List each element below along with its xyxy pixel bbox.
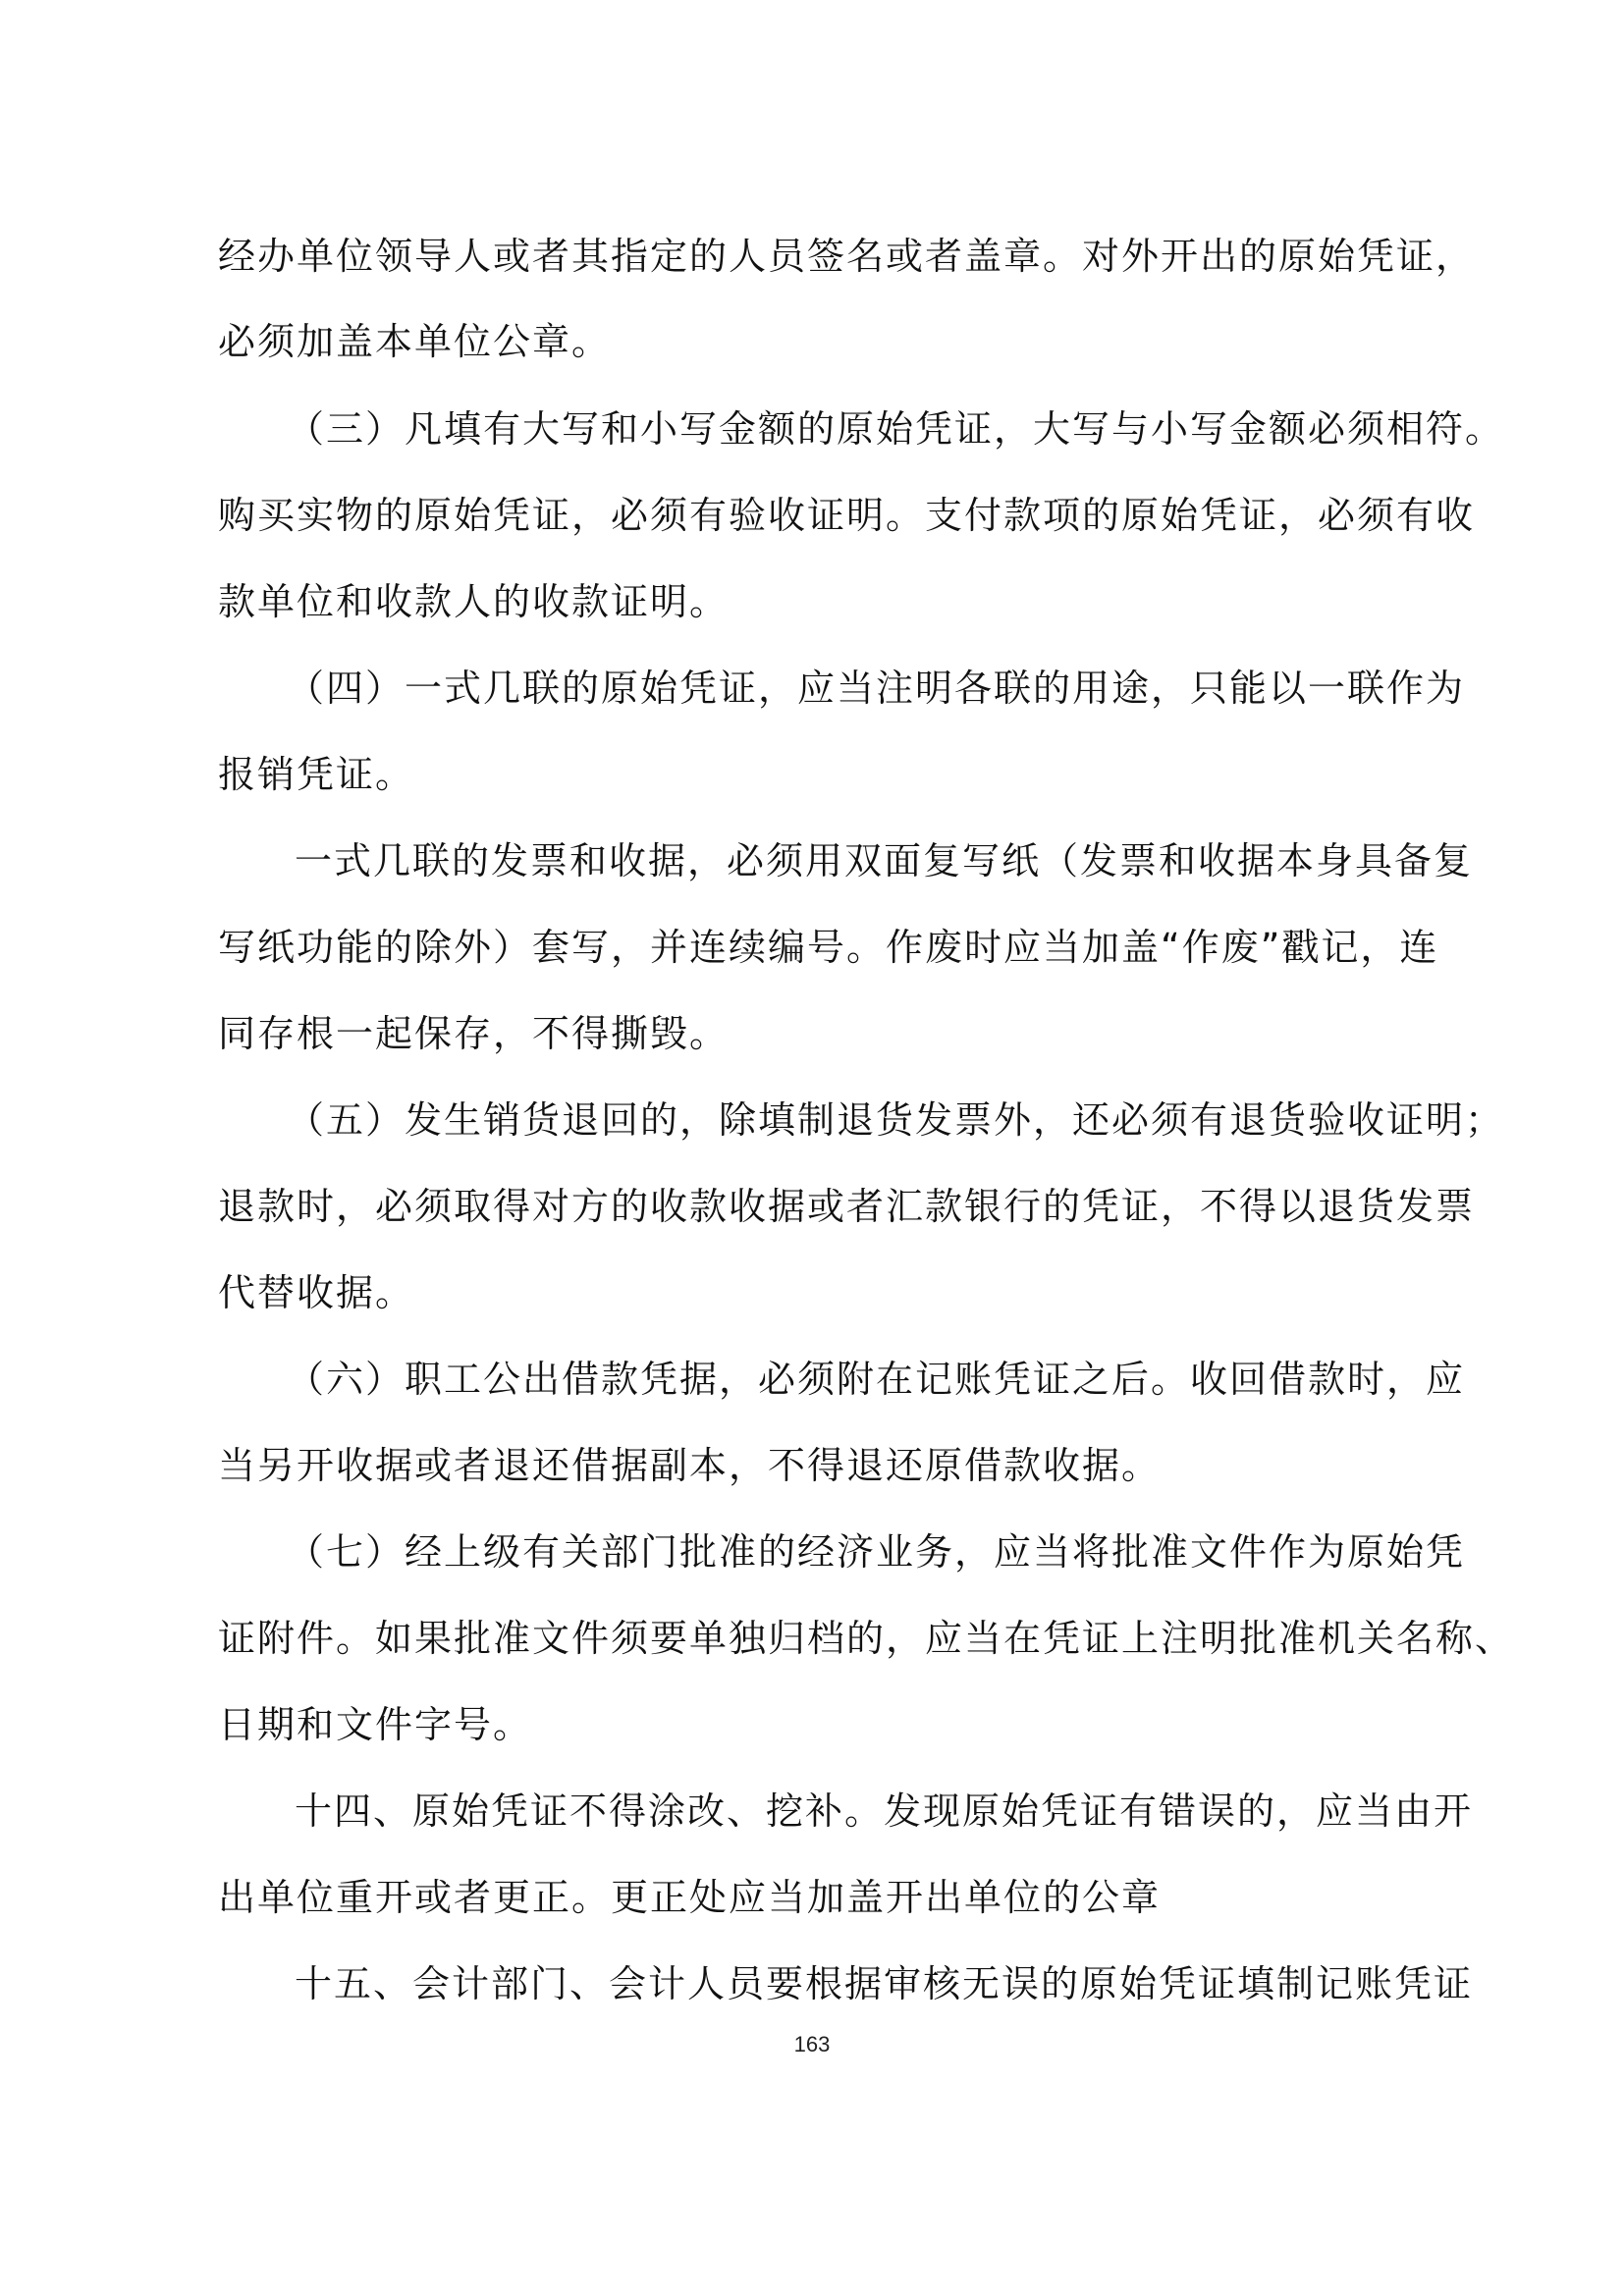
text-line: 当另开收据或者退还借据副本，不得退还原借款收据。 xyxy=(218,1444,1162,1487)
text-line: 十五、会计部门、会计人员要根据审核无误的原始凭证填制记账凭证 xyxy=(295,1962,1474,2005)
text-line: 报销凭证。 xyxy=(218,753,415,796)
text-line: 款单位和收款人的收款证明。 xyxy=(218,580,730,623)
text-line: （七）经上级有关部门批准的经济业务，应当将批准文件作为原始凭 xyxy=(287,1530,1466,1574)
page-number: 163 xyxy=(793,2032,831,2056)
text-line: 退款时，必须取得对方的收款收据或者汇款银行的凭证，不得以退货发票 xyxy=(218,1185,1476,1228)
text-line: 同存根一起保存，不得撕毁。 xyxy=(218,1012,730,1055)
text-line: 代替收据。 xyxy=(218,1271,415,1314)
text-line: 十四、原始凭证不得涂改、挖补。发现原始凭证有错误的，应当由开 xyxy=(295,1789,1474,1833)
text-line: 购买实物的原始凭证，必须有验收证明。支付款项的原始凭证，必须有收 xyxy=(218,494,1476,537)
text-line: 一式几联的发票和收据，必须用双面复写纸（发票和收据本身具备复 xyxy=(295,839,1474,882)
text-line: 写纸功能的除外）套写，并连续编号。作废时应当加盖“作废”戳记，连 xyxy=(218,926,1439,969)
text-line: （六）职工公出借款凭据，必须附在记账凭证之后。收回借款时，应 xyxy=(287,1358,1466,1401)
text-line: （四）一式几联的原始凭证，应当注明各联的用途，只能以一联作为 xyxy=(287,667,1466,710)
text-line: 日期和文件字号。 xyxy=(218,1703,533,1746)
text-line: 经办单位领导人或者其指定的人员签名或者盖章。对外开出的原始凭证， xyxy=(218,235,1476,278)
text-line: 必须加盖本单位公章。 xyxy=(218,320,612,363)
text-line: （三）凡填有大写和小写金额的原始凭证，大写与小写金额必须相符。 xyxy=(287,407,1505,451)
text-line: （五）发生销货退回的，除填制退货发票外，还必须有退货验收证明； xyxy=(287,1098,1505,1142)
text-line: 证附件。如果批准文件须要单独归档的，应当在凭证上注明批准机关名称、 xyxy=(218,1617,1515,1660)
text-line: 出单位重开或者更正。更正处应当加盖开出单位的公章 xyxy=(218,1876,1162,1919)
